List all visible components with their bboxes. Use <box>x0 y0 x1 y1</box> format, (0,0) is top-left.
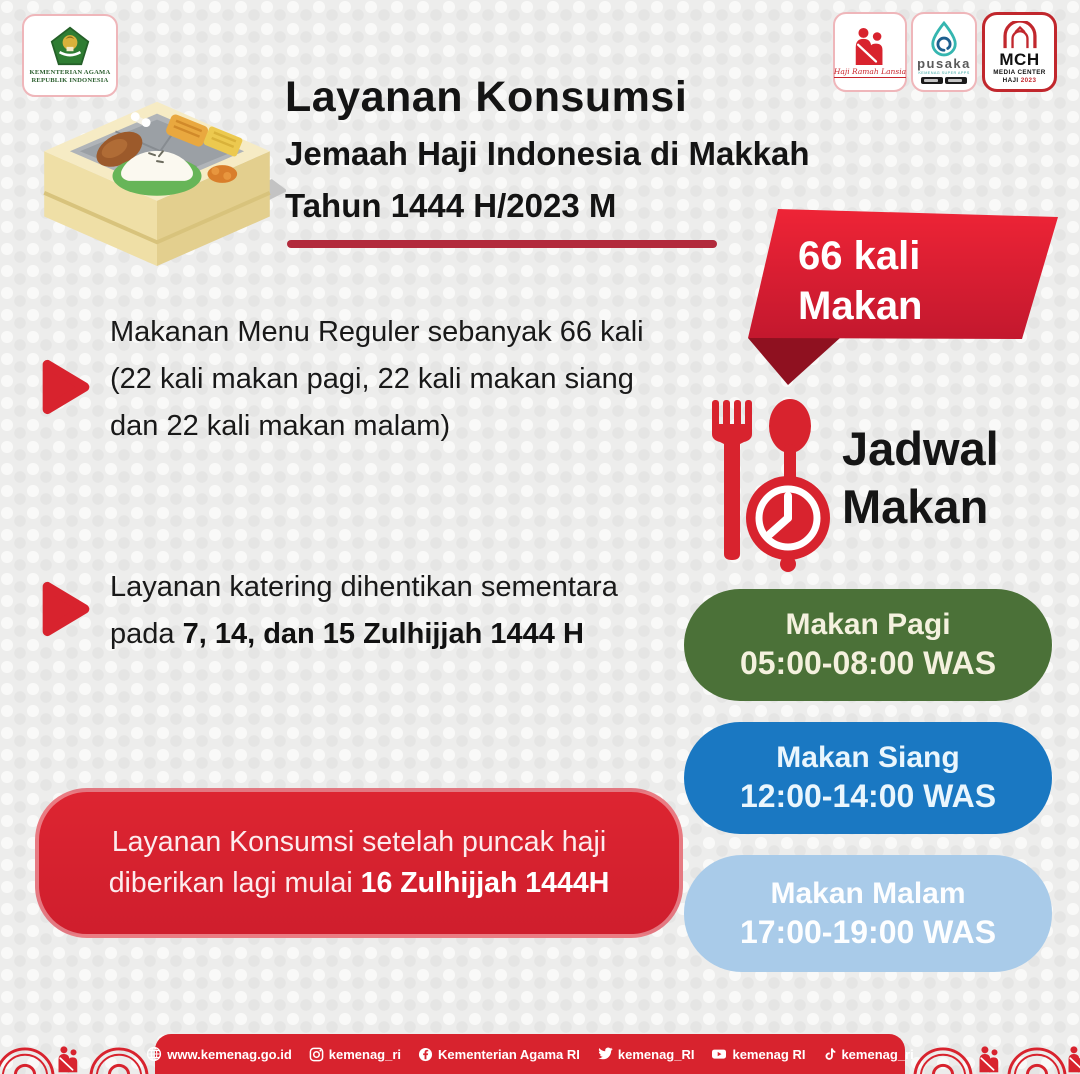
mch-abbr: MCH <box>999 49 1040 69</box>
footer-facebook-label: Kementerian Agama RI <box>438 1046 580 1062</box>
footer-facebook <box>418 1047 580 1062</box>
ribbon-line1: 66 kali <box>798 234 921 278</box>
bullet-catering-pause <box>110 564 670 658</box>
title-line2: Jemaah Haji Indonesia di Makkah <box>285 135 810 173</box>
kemenag-name-line2: REPUBLIK INDONESIA <box>31 77 109 84</box>
bullet-arrow-icon <box>38 356 94 418</box>
notice-box <box>35 788 683 938</box>
mch-logo-card <box>982 12 1057 92</box>
title-line1: Layanan Konsumsi <box>285 73 688 121</box>
meal-label: Makan Siang <box>776 741 960 774</box>
meal-time: 17:00-19:00 WAS <box>739 913 997 950</box>
instagram-icon <box>309 1047 324 1062</box>
page-title <box>285 74 810 225</box>
arch-circle-decor-icon <box>88 1046 150 1074</box>
notice-line2 <box>109 863 610 904</box>
haji-ramah-lansia-icon <box>851 27 889 65</box>
figures-decor-icon <box>1066 1042 1080 1074</box>
meal-label: Makan Malam <box>770 876 966 910</box>
bullet2-text: Layanan katering dihentikan sementara pada <box>110 571 618 650</box>
footer-youtube-label: kemenag RI <box>732 1046 806 1062</box>
ribbon-line2: Makan <box>798 284 923 328</box>
mch-haji-year <box>1003 77 1037 84</box>
meal-time: 05:00-08:00 WAS <box>739 645 997 681</box>
footer-twitter <box>597 1047 695 1062</box>
tiktok-icon <box>822 1047 836 1062</box>
bullet2-bold: 7, 14, dan 15 Zulhijjah 1444 H <box>182 618 584 650</box>
schedule-heading <box>842 420 999 537</box>
meal-pill-siang <box>684 722 1052 834</box>
facebook-icon <box>418 1047 433 1062</box>
title-underline <box>287 240 717 248</box>
haji-ramah-lansia-logo-card <box>833 12 907 92</box>
notice-line1: Layanan Konsumsi setelah puncak haji <box>111 825 607 858</box>
footer-twitter-label: kemenag_RI <box>617 1046 695 1062</box>
meal-label: Makan Pagi <box>785 608 951 641</box>
schedule-heading-line1: Jadwal <box>842 422 999 475</box>
kemenag-name-line1: KEMENTERIAN AGAMA <box>29 68 111 76</box>
pusaka-logo-card <box>911 12 977 92</box>
arch-circle-decor-icon <box>1006 1046 1068 1074</box>
pusaka-tagline: KEMENAG SUPER APPS <box>918 70 970 75</box>
mch-arch-icon <box>999 21 1041 49</box>
meal-box-illustration <box>28 80 286 268</box>
cutlery-clock-icon <box>700 396 832 574</box>
meal-pill-malam <box>684 855 1052 972</box>
globe-icon <box>146 1046 162 1062</box>
title-line3: Tahun 1444 H/2023 M <box>285 186 617 224</box>
arch-circle-decor-icon <box>0 1046 56 1074</box>
footer-tiktok <box>822 1047 913 1062</box>
arch-circle-decor-icon <box>912 1046 974 1074</box>
google-play-badge <box>945 77 967 84</box>
app-store-badge <box>921 77 943 84</box>
footer-tiktok-label: kemenag_ri <box>841 1046 914 1062</box>
notice-line2-normal: diberikan lagi mulai <box>108 867 361 899</box>
youtube-icon <box>711 1046 727 1062</box>
notice-line2-bold: 16 Zulhijjah 1444H <box>360 867 610 899</box>
meal-count-ribbon <box>740 203 1060 388</box>
kemenag-emblem-icon <box>49 26 91 66</box>
footer-instagram-label: kemenag_ri <box>328 1046 402 1062</box>
twitter-icon <box>597 1047 613 1061</box>
footer-social-bar <box>155 1034 914 1074</box>
bullet-regular-menu <box>110 309 670 450</box>
pusaka-name: pusaka <box>917 55 971 71</box>
meal-pill-pagi <box>684 589 1052 701</box>
meal-time: 12:00-14:00 WAS <box>739 778 997 814</box>
schedule-heading-line2: Makan <box>842 480 989 534</box>
haji-ramah-lansia-label: Haji Ramah Lansia <box>833 66 907 76</box>
mch-haji: HAJI <box>1002 76 1019 84</box>
footer-website-label: www.kemenag.go.id <box>167 1046 292 1062</box>
footer-website <box>146 1046 291 1062</box>
mch-year: 2023 <box>1020 76 1037 84</box>
footer-instagram <box>309 1047 401 1062</box>
bullet-arrow-icon <box>38 578 94 640</box>
footer-youtube <box>711 1046 805 1062</box>
mch-subtitle: MEDIA CENTER <box>993 68 1046 76</box>
figures-decor-icon <box>977 1042 1002 1074</box>
bullet1-text: Makanan Menu Reguler sebanyak 66 kali (22 kali makan pagi, 22 kali makan siang dan 22 kali makan malam) <box>110 316 644 442</box>
figures-decor-icon <box>56 1042 81 1074</box>
pusaka-drop-icon <box>929 21 959 57</box>
